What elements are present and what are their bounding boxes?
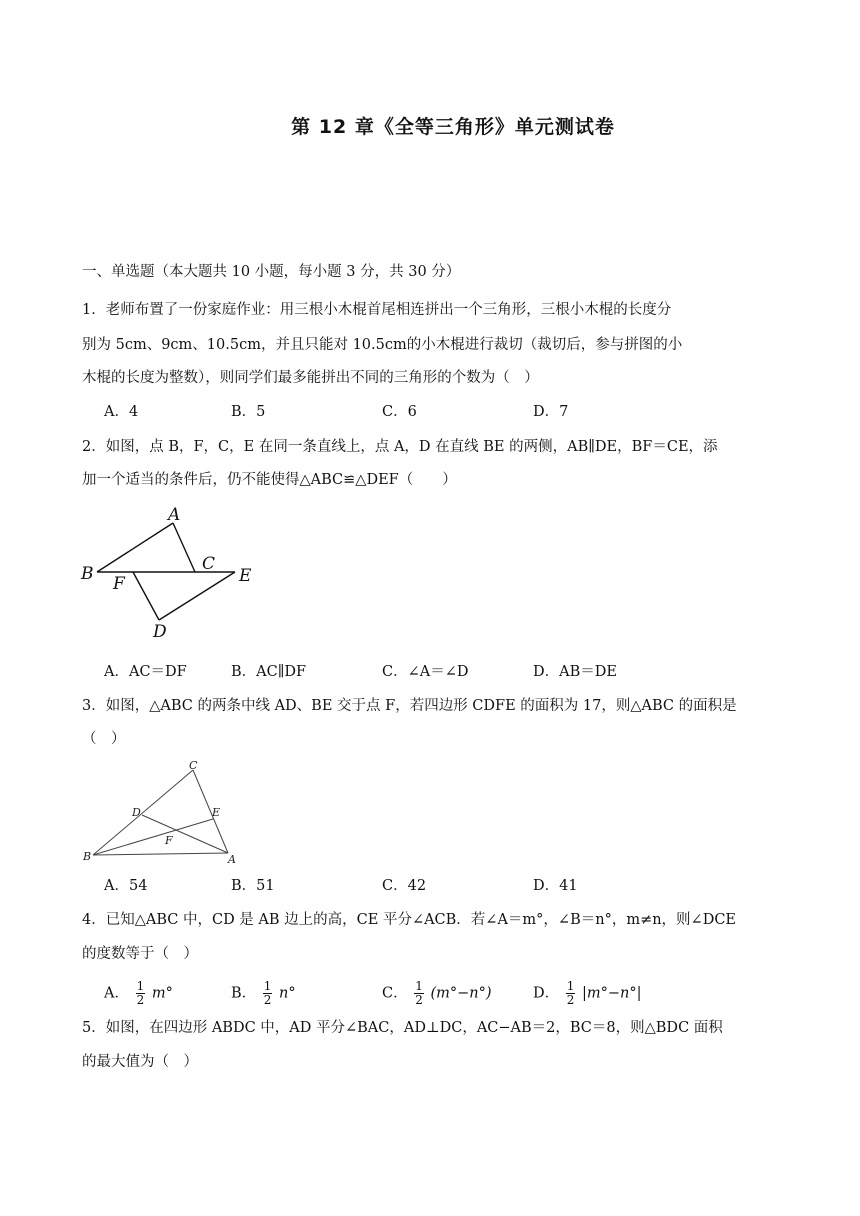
q2-figure <box>78 503 268 643</box>
q1-line-1: 1．老师布置了一份家庭作业：用三根小木棍首尾相连拼出一个三角形，三根小木棍的长度分 <box>82 302 672 318</box>
q3-option-c: C．42 <box>382 878 427 894</box>
q3-label-c: C <box>189 759 198 772</box>
q4-option-a-prefix: A． <box>104 985 129 1002</box>
q3-label-b: B <box>83 850 92 863</box>
q5-line-1: 5．如图，在四边形 ABDC 中，AD 平分∠BAC，AD⊥DC，AC−AB＝2，BC＝8，则△BDC 面积 <box>82 1020 723 1036</box>
q1-line-2: 别为 5cm、9cm、10.5cm，并且只能对 10.5cm的小木棍进行裁切（裁切后，参与拼图的小 <box>82 337 683 353</box>
q4-line-2: 的度数等于（ ） <box>82 946 198 962</box>
q4-option-b <box>231 980 296 1007</box>
q4-option-d-expr: |m°−n°| <box>582 985 642 1002</box>
q3-figure <box>78 757 258 867</box>
q2-label-e: E <box>239 566 252 586</box>
q4-option-a-fraction: $\frac{1}{2}$ <box>136 979 145 1007</box>
q2-option-d: D．AB＝DE <box>533 664 617 680</box>
q1-option-c: C．6 <box>382 404 417 420</box>
q3-line-2: （ ） <box>82 731 126 747</box>
q4-option-c-expr: (m°−n°) <box>430 985 492 1002</box>
q4-option-d-fraction: $\frac{1}{2}$ <box>566 979 575 1007</box>
q5-line-2: 的最大值为（ ） <box>82 1054 198 1070</box>
q4-option-b-prefix: B． <box>231 985 257 1002</box>
q2-label-b: B <box>81 564 94 584</box>
q4-line-1: 4．已知△ABC 中，CD 是 AB 边上的高，CE 平分∠ACB．若∠A＝m°，∠B＝n°，m≠n，则∠DCE <box>82 912 737 928</box>
q2-option-c: C．∠A＝∠D <box>382 664 469 680</box>
q4-option-c <box>382 980 492 1007</box>
q3-option-a: A．54 <box>104 878 148 894</box>
q2-label-c: C <box>202 554 216 574</box>
q4-option-c-fraction: $\frac{1}{2}$ <box>415 979 423 1007</box>
q3-label-a: A <box>228 853 236 866</box>
q3-line-1: 3．如图，△ABC 的两条中线 AD、BE 交于点 F，若四边形 CDFE 的面积为 17，则△ABC 的面积是 <box>82 698 737 714</box>
q4-option-d-prefix: D． <box>533 985 560 1002</box>
page-title: 第 12 章《全等三角形》单元测试卷 <box>291 116 615 138</box>
q4-option-a-expr: m° <box>151 985 173 1002</box>
q1-option-d: D．7 <box>533 404 569 420</box>
q3-label-e: E <box>212 806 221 819</box>
q2-option-b: B．AC∥DF <box>231 664 307 680</box>
q1-option-b: B．5 <box>231 404 266 420</box>
q1-option-a: A．4 <box>104 404 139 420</box>
q4-option-c-prefix: C． <box>382 985 408 1002</box>
q2-label-a: A <box>168 505 181 525</box>
q3-label-d: D <box>132 806 141 819</box>
q4-option-b-expr: n° <box>279 985 296 1002</box>
q2-line-1: 2．如图，点 B，F，C，E 在同一条直线上，点 A，D 在直线 BE 的两侧，AB∥DE，BF＝CE，添 <box>82 439 718 455</box>
q4-option-b-fraction: $\frac{1}{2}$ <box>263 979 272 1007</box>
q2-label-d: D <box>153 622 167 642</box>
q2-line-2: 加一个适当的条件后，仍不能使得△ABC≌△DEF（ ） <box>82 472 457 488</box>
q4-option-a <box>104 980 173 1007</box>
q2-label-f: F <box>113 574 125 594</box>
q2-option-a: A．AC＝DF <box>104 664 187 680</box>
q3-label-f: F <box>165 834 173 847</box>
q1-line-3: 木棍的长度为整数），则同学们最多能拼出不同的三角形的个数为（ ） <box>82 370 539 386</box>
q4-option-d <box>533 980 642 1007</box>
section-heading: 一、单选题（本大题共 10 小题，每小题 3 分，共 30 分） <box>82 264 461 280</box>
q3-option-d: D．41 <box>533 878 578 894</box>
q3-option-b: B．51 <box>231 878 275 894</box>
